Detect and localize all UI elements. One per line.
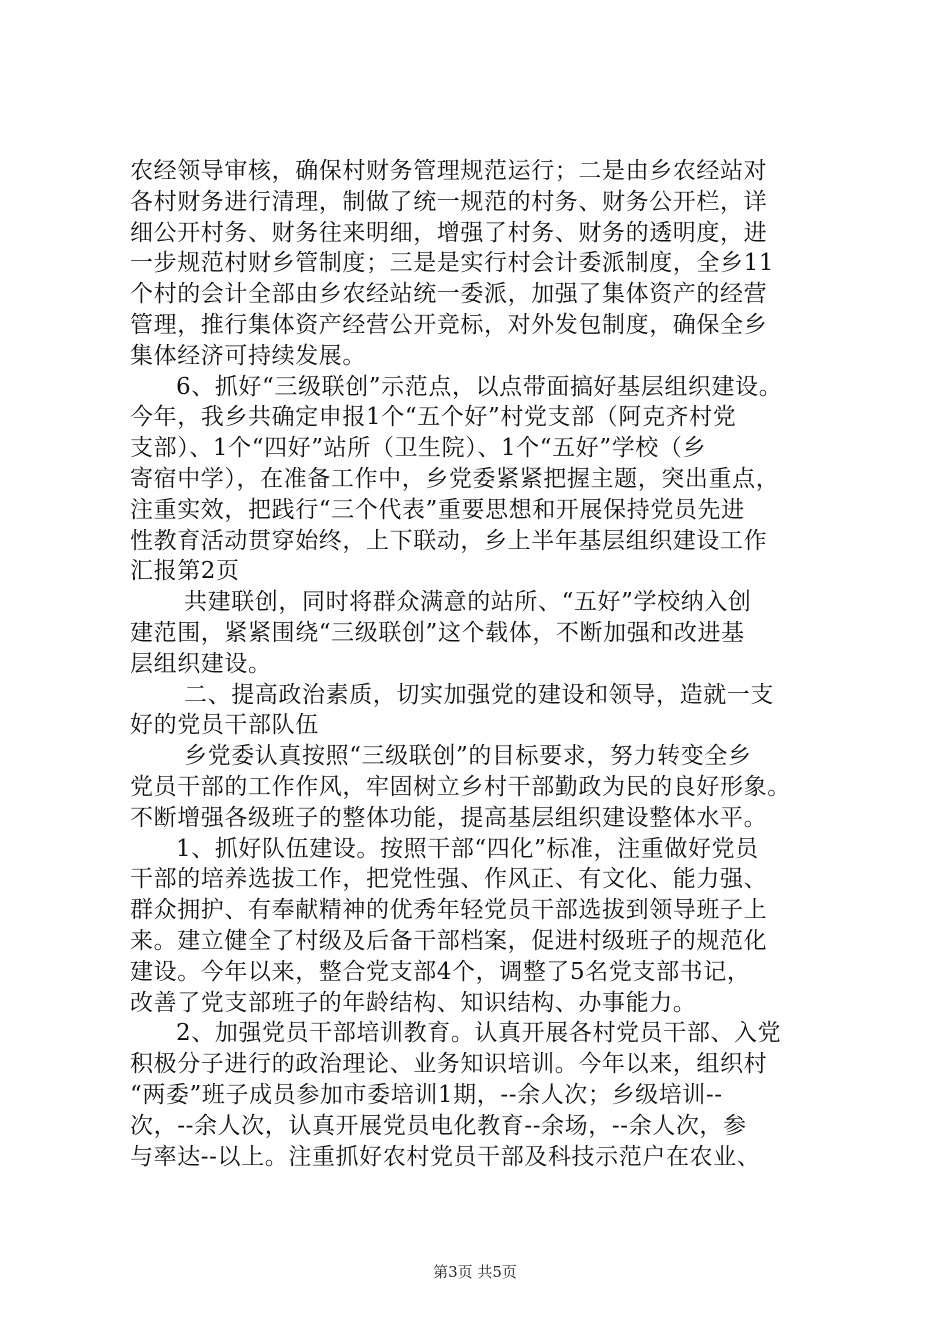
page-number: 第3页 共5页: [433, 1263, 517, 1281]
text-line: 支部）、1个“四好”站所（卫生院）、1个“五好”学校（乡: [130, 435, 707, 462]
text-line: 2、加强党员干部培训教育。认真开展各村党员干部、入党: [176, 1020, 782, 1047]
text-line: 乡党委认真按照“三级联创”的目标要求，努力转变全乡: [184, 743, 752, 770]
text-line: 汇报第2页: [130, 558, 240, 585]
text-line: 次，--余人次，认真开展党员电化教育--余场，--余人次，参: [130, 1112, 747, 1139]
text-line: 党员干部的工作作风，牢固树立乡村干部勤政为民的良好形象。: [130, 773, 791, 800]
text-line: 集体经济可持续发展。: [130, 342, 366, 369]
text-line: 个村的会计全部由乡农经站统一委派，加强了集体资产的经营: [130, 281, 768, 308]
text-line: 管理，推行集体资产经营公开竞标，对外发包制度，确保全乡: [130, 311, 768, 338]
text-line: 共建联创，同时将群众满意的站所、“五好”学校纳入创: [184, 589, 752, 616]
text-line: 农经领导审核，确保村财务管理规范运行；二是由乡农经站对: [130, 158, 768, 184]
text-line: 今年，我乡共确定申报1个“五个好”村党支部（阿克齐村党: [130, 404, 737, 431]
section-heading: 二、提高政治素质，切实加强党的建设和领导，造就一支: [184, 681, 774, 708]
text-line: 改善了党支部班子的年龄结构、知识结构、办事能力。: [130, 989, 697, 1016]
text-line: 与率达--以上。注重抓好农村党员干部及科技示范户在农业、: [130, 1143, 761, 1170]
text-line: 6、抓好“三级联创”示范点，以点带面搞好基层组织建设。: [176, 373, 783, 400]
text-line: 1、抓好队伍建设。按照干部“四化”标准，注重做好党员: [176, 835, 759, 862]
text-line: 性教育活动贯穿始终，上下联动，乡上半年基层组织建设工作: [130, 527, 768, 554]
text-line: 层组织建设。: [130, 650, 272, 677]
text-line: 干部的培养选拔工作，把党性强、作风正、有文化、能力强、: [130, 866, 768, 893]
text-line: 不断增强各级班子的整体功能，提高基层组织建设整体水平。: [130, 804, 768, 831]
text-line: 来。建立健全了村级及后备干部档案，促进村级班子的规范化: [130, 927, 768, 954]
text-line: 注重实效，把践行“三个代表”重要思想和开展保持党员先进: [130, 496, 745, 523]
text-line: 寄宿中学），在准备工作中，乡党委紧紧把握主题，突出重点，: [130, 465, 780, 492]
text-line: 各村财务进行清理，制做了统一规范的村务、财务公开栏，详: [130, 188, 768, 215]
text-line: 建范围，紧紧围绕“三级联创”这个载体，不断加强和改进基: [130, 619, 745, 646]
text-line: 群众拥护、有奉献精神的优秀年轻党员干部选拔到领导班子上: [130, 897, 768, 924]
text-line: 建设。今年以来，整合党支部4个，调整了5名党支部书记，: [130, 958, 751, 985]
text-line: 积极分子进行的政治理论、业务知识培训。今年以来，组织村: [130, 1051, 768, 1078]
text-line: “两委”班子成员参加市委培训1期，--余人次；乡级培训--: [130, 1081, 723, 1108]
document-body: [130, 156, 830, 1172]
text-line: 一步规范村财乡管制度；三是是实行村会计委派制度，全乡11: [130, 250, 775, 277]
section-heading: 好的党员干部队伍: [130, 712, 319, 739]
text-line: 细公开村务、财务往来明细，增强了村务、财务的透明度，进: [130, 219, 768, 246]
